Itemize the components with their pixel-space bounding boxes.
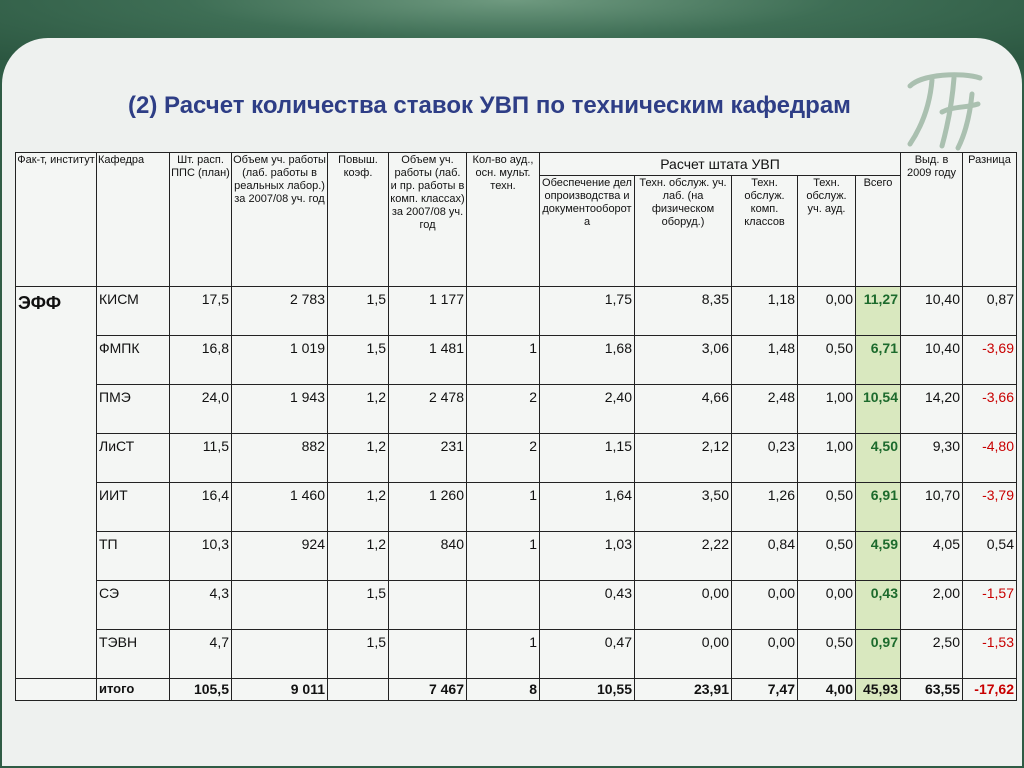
rooms-cell: 1 — [467, 483, 540, 532]
doc-cell: 1,64 — [540, 483, 635, 532]
rooms-cell: 2 — [467, 434, 540, 483]
lab-cell: 0,00 — [635, 630, 732, 679]
summary-rooms-cell: 8 — [467, 679, 540, 701]
summary-faculty-blank — [16, 679, 97, 701]
table-row — [16, 336, 1017, 385]
doc-cell: 1,68 — [540, 336, 635, 385]
allocated-cell: 10,40 — [901, 336, 963, 385]
allocated-cell: 14,20 — [901, 385, 963, 434]
staff-cell: 16,4 — [170, 483, 232, 532]
comp-cell: 0,23 — [732, 434, 798, 483]
header-sub-lab: Техн. обслуж. уч. лаб. (на физическом оборуд.) — [635, 176, 732, 287]
workload-comp-cell: 1 481 — [389, 336, 467, 385]
table-row — [16, 581, 1017, 630]
lab-cell: 3,06 — [635, 336, 732, 385]
lab-cell: 2,22 — [635, 532, 732, 581]
table-row — [16, 434, 1017, 483]
summary-aud-cell: 4,00 — [798, 679, 856, 701]
staff-cell: 4,3 — [170, 581, 232, 630]
header-department: Кафедра — [97, 153, 170, 287]
department-cell: ЛиСТ — [97, 434, 170, 483]
staff-cell: 11,5 — [170, 434, 232, 483]
faculty-cell: ЭФФ — [16, 287, 97, 679]
allocated-cell: 10,40 — [901, 287, 963, 336]
workload-real-cell: 1 019 — [232, 336, 328, 385]
department-cell: ТЭВН — [97, 630, 170, 679]
workload-real-cell: 2 783 — [232, 287, 328, 336]
header-faculty: Фак-т, институт — [16, 153, 97, 287]
table-row — [16, 630, 1017, 679]
allocated-cell: 2,50 — [901, 630, 963, 679]
summary-label-cell: итого — [97, 679, 170, 701]
comp-cell: 1,48 — [732, 336, 798, 385]
lab-cell: 8,35 — [635, 287, 732, 336]
comp-cell: 0,00 — [732, 581, 798, 630]
comp-cell: 1,18 — [732, 287, 798, 336]
coef-cell: 1,5 — [328, 287, 389, 336]
header-sub-total: Всего — [856, 176, 901, 287]
comp-cell: 2,48 — [732, 385, 798, 434]
department-cell: ТП — [97, 532, 170, 581]
workload-real-cell: 882 — [232, 434, 328, 483]
aud-cell: 0,50 — [798, 483, 856, 532]
lab-cell: 3,50 — [635, 483, 732, 532]
summary-staff-cell: 105,5 — [170, 679, 232, 701]
department-cell: ФМПК — [97, 336, 170, 385]
allocated-cell: 2,00 — [901, 581, 963, 630]
department-cell: КИСМ — [97, 287, 170, 336]
slide-title: (2) Расчет количества ставок УВП по техническим кафедрам — [128, 92, 851, 119]
total-cell: 11,27 — [856, 287, 901, 336]
summary-workload-comp-cell: 7 467 — [389, 679, 467, 701]
header-sub-doc: Обеспечение делопроизводства и документооборота — [540, 176, 635, 287]
workload-comp-cell: 231 — [389, 434, 467, 483]
doc-cell: 1,03 — [540, 532, 635, 581]
coef-cell: 1,5 — [328, 581, 389, 630]
doc-cell: 2,40 — [540, 385, 635, 434]
rooms-cell — [467, 581, 540, 630]
allocated-cell: 10,70 — [901, 483, 963, 532]
doc-cell: 1,15 — [540, 434, 635, 483]
aud-cell: 0,50 — [798, 532, 856, 581]
staff-cell: 24,0 — [170, 385, 232, 434]
difference-cell: -3,79 — [963, 483, 1017, 532]
header-allocated-2009: Выд. в 2009 году — [901, 153, 963, 287]
summary-comp-cell: 7,47 — [732, 679, 798, 701]
header-sub-aud: Техн. обслуж. уч. ауд. — [798, 176, 856, 287]
aud-cell: 1,00 — [798, 434, 856, 483]
header-workload-real-lab: Объем уч. работы (лаб. работы в реальных лабор.) за 2007/08 уч. год — [232, 153, 328, 287]
difference-cell: 0,54 — [963, 532, 1017, 581]
department-cell: ИИТ — [97, 483, 170, 532]
coef-cell: 1,2 — [328, 483, 389, 532]
doc-cell: 1,75 — [540, 287, 635, 336]
total-cell: 6,71 — [856, 336, 901, 385]
aud-cell: 0,50 — [798, 630, 856, 679]
workload-comp-cell: 840 — [389, 532, 467, 581]
department-cell: ПМЭ — [97, 385, 170, 434]
header-multimedia-rooms: Кол-во ауд., осн. мульт. техн. — [467, 153, 540, 287]
header-staff-plan: Шт. расп. ППС (план) — [170, 153, 232, 287]
comp-cell: 0,84 — [732, 532, 798, 581]
rooms-cell: 1 — [467, 532, 540, 581]
summary-lab-cell: 23,91 — [635, 679, 732, 701]
workload-comp-cell: 2 478 — [389, 385, 467, 434]
total-cell: 6,91 — [856, 483, 901, 532]
workload-real-cell — [232, 630, 328, 679]
rooms-cell: 1 — [467, 336, 540, 385]
workload-real-cell: 924 — [232, 532, 328, 581]
coef-cell: 1,2 — [328, 532, 389, 581]
header-sub-comp: Техн. обслуж. комп. классов — [732, 176, 798, 287]
summary-difference-cell: -17,62 — [963, 679, 1017, 701]
difference-cell: 0,87 — [963, 287, 1017, 336]
department-cell: СЭ — [97, 581, 170, 630]
university-logo-icon — [892, 64, 992, 154]
total-cell: 0,97 — [856, 630, 901, 679]
allocated-cell: 9,30 — [901, 434, 963, 483]
doc-cell: 0,47 — [540, 630, 635, 679]
coef-cell: 1,2 — [328, 385, 389, 434]
staff-cell: 10,3 — [170, 532, 232, 581]
rooms-cell: 1 — [467, 630, 540, 679]
staff-cell: 17,5 — [170, 287, 232, 336]
summary-coef-cell — [328, 679, 389, 701]
allocated-cell: 4,05 — [901, 532, 963, 581]
summary-workload-real-cell: 9 011 — [232, 679, 328, 701]
workload-comp-cell: 1 260 — [389, 483, 467, 532]
coef-cell: 1,2 — [328, 434, 389, 483]
lab-cell: 0,00 — [635, 581, 732, 630]
header-workload-comp-lab: Объем уч. работы (лаб. и пр. работы в комп. классах) за 2007/08 уч. год — [389, 153, 467, 287]
table-row — [16, 532, 1017, 581]
summary-total-cell: 45,93 — [856, 679, 901, 701]
difference-cell: -4,80 — [963, 434, 1017, 483]
total-cell: 4,50 — [856, 434, 901, 483]
table-row — [16, 287, 1017, 336]
aud-cell: 1,00 — [798, 385, 856, 434]
workload-real-cell: 1 460 — [232, 483, 328, 532]
table-row — [16, 385, 1017, 434]
comp-cell: 1,26 — [732, 483, 798, 532]
aud-cell: 0,00 — [798, 287, 856, 336]
lab-cell: 4,66 — [635, 385, 732, 434]
summary-doc-cell: 10,55 — [540, 679, 635, 701]
header-difference: Разница — [963, 153, 1017, 287]
coef-cell: 1,5 — [328, 630, 389, 679]
table-header-row — [16, 153, 1017, 176]
workload-comp-cell: 1 177 — [389, 287, 467, 336]
summary-allocated-cell: 63,55 — [901, 679, 963, 701]
total-cell: 10,54 — [856, 385, 901, 434]
aud-cell: 0,00 — [798, 581, 856, 630]
doc-cell: 0,43 — [540, 581, 635, 630]
uvp-calculation-table — [15, 152, 1017, 701]
difference-cell: -3,66 — [963, 385, 1017, 434]
rooms-cell: 2 — [467, 385, 540, 434]
staff-cell: 4,7 — [170, 630, 232, 679]
difference-cell: -3,69 — [963, 336, 1017, 385]
difference-cell: -1,57 — [963, 581, 1017, 630]
table-summary-row — [16, 679, 1017, 701]
lab-cell: 2,12 — [635, 434, 732, 483]
difference-cell: -1,53 — [963, 630, 1017, 679]
staff-cell: 16,8 — [170, 336, 232, 385]
workload-real-cell — [232, 581, 328, 630]
workload-comp-cell — [389, 630, 467, 679]
comp-cell: 0,00 — [732, 630, 798, 679]
coef-cell: 1,5 — [328, 336, 389, 385]
workload-real-cell: 1 943 — [232, 385, 328, 434]
total-cell: 4,59 — [856, 532, 901, 581]
header-increase-coef: Повыш. коэф. — [328, 153, 389, 287]
total-cell: 0,43 — [856, 581, 901, 630]
aud-cell: 0,50 — [798, 336, 856, 385]
table-row — [16, 483, 1017, 532]
workload-comp-cell — [389, 581, 467, 630]
rooms-cell — [467, 287, 540, 336]
header-uvp-calc: Расчет штата УВП — [540, 153, 901, 176]
